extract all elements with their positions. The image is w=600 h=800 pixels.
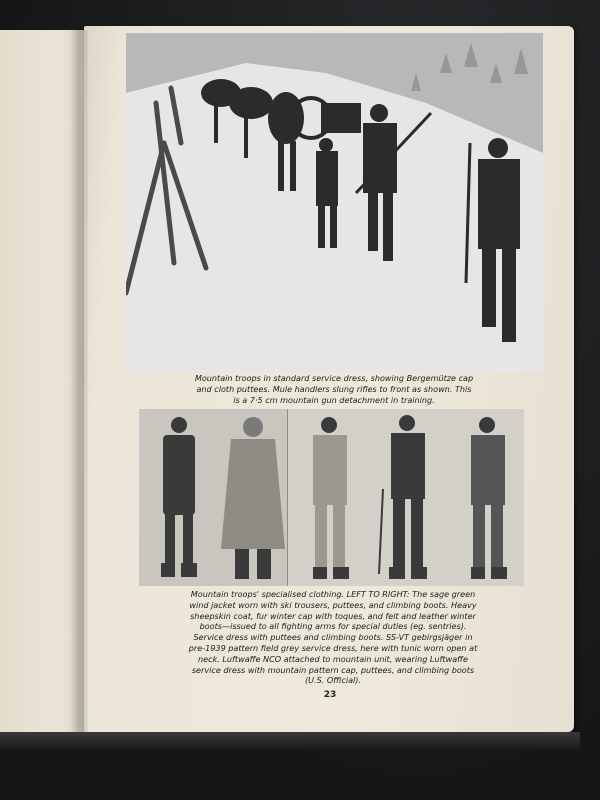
uniforms-photo — [139, 409, 524, 586]
mountain-troops-photo — [126, 33, 543, 372]
bottom-caption-line: Mountain troops' specialised clothing. LEFT TO RIGHT: The sage green — [190, 589, 476, 599]
bottom-caption-line: sheepskin coat, fur winter cap with toques, and felt and leather winter — [190, 610, 476, 621]
bottom-caption-line: wind jacket worn with ski trousers, puttees, and climbing boots. Heavy — [189, 599, 477, 610]
top-photograph — [126, 33, 543, 372]
bottom-caption-line: boots—issued to all fighting arms for special duties (eg. sentries). — [199, 621, 467, 632]
bottom-caption — [150, 589, 516, 686]
top-caption — [146, 373, 522, 405]
photo-panel-divider — [287, 409, 288, 586]
bottom-caption-line: neck. Luftwaffe NCO attached to mountain unit, wearing Luftwaffe — [198, 653, 468, 664]
top-caption-line: is a 7·5 cm mountain gun detachment in training. — [233, 394, 435, 405]
book-edge — [0, 732, 580, 750]
bottom-photograph — [139, 409, 524, 586]
bottom-caption-line: pre-1939 pattern field grey service dress, here with tunic worn open at — [188, 642, 478, 653]
bottom-caption-line: service dress with mountain pattern cap, puttees, and climbing boots — [191, 664, 475, 675]
bottom-caption-line: (U.S. Official). — [304, 675, 362, 686]
book-gutter — [70, 30, 88, 734]
page-number: 23 — [323, 690, 337, 700]
top-caption-line: Mountain troops in standard service dress, showing Bergemütze cap — [194, 373, 474, 383]
bottom-caption-line: Service dress with puttees and climbing boots. SS-VT gebirgsjäger in — [193, 632, 473, 643]
top-caption-line: and cloth puttees. Mule handlers slung rifles to front as shown. This — [196, 383, 472, 394]
